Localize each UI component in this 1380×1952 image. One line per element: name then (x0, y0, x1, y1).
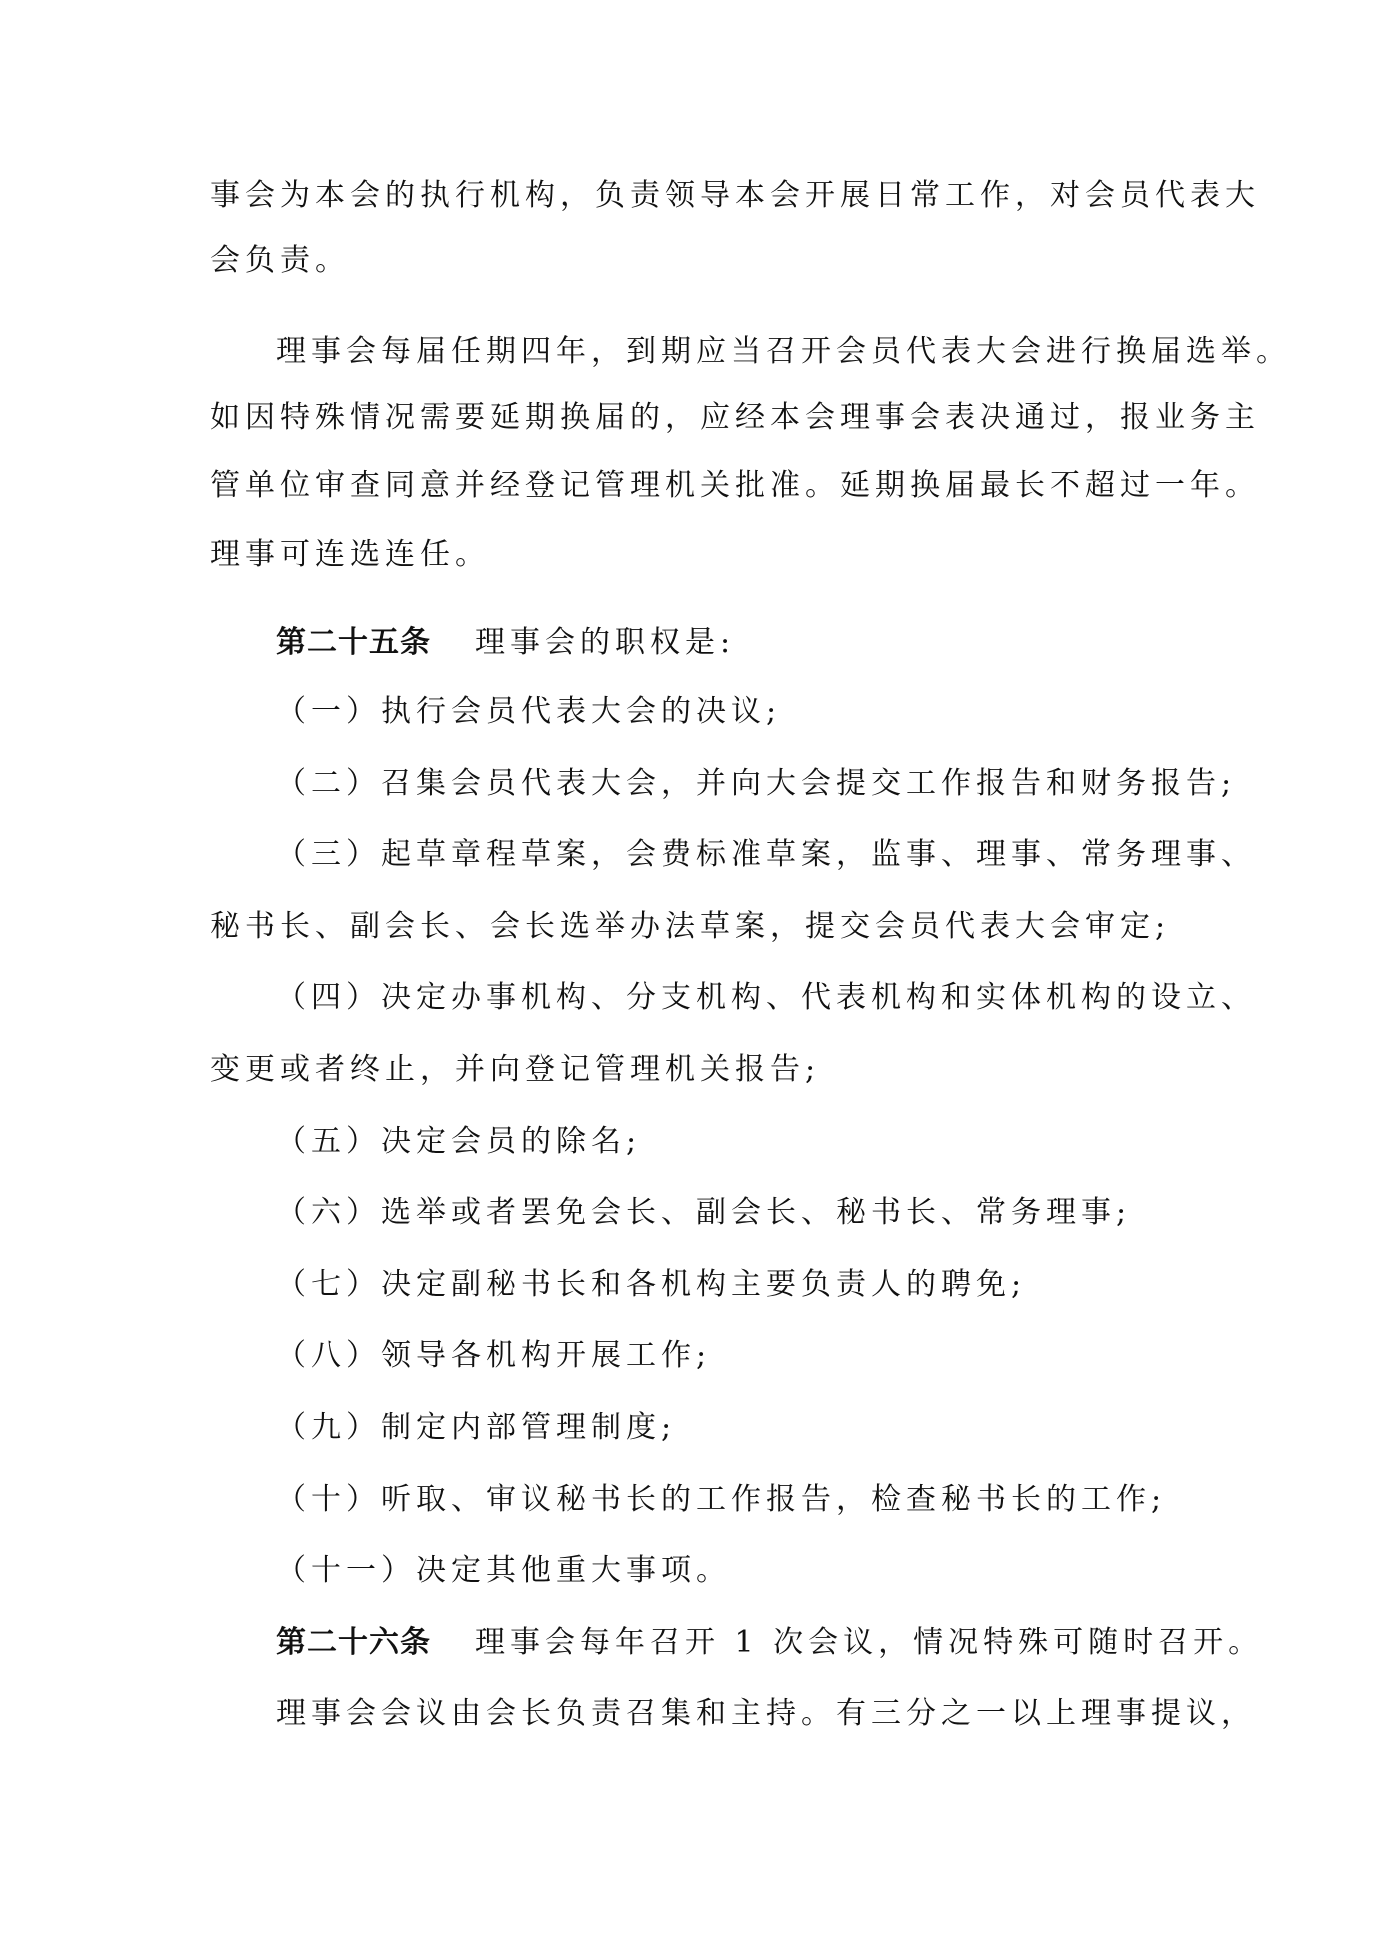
list-item: （六）选举或者罢免会长、副会长、秘书长、常务理事; (276, 1195, 1132, 1230)
list-item: （八）领导各机构开展工作; (276, 1338, 712, 1373)
list-item-continuation: 变更或者终止，并向登记管理机关报告; (210, 1052, 821, 1087)
list-item: （七）决定副秘书长和各机构主要负责人的聘免; (276, 1267, 1027, 1302)
paragraph-line: 理事可连选连任。 (210, 537, 490, 572)
list-item-continuation: 秘书长、副会长、会长选举办法草案，提交会员代表大会审定; (210, 909, 1171, 944)
paragraph-line: 事会为本会的执行机构，负责领导本会开展日常工作，对会员代表大 (210, 178, 1260, 213)
article-text: 理事会的职权是: (475, 625, 736, 660)
paragraph-line: 理事会每届任期四年，到期应当召开会员代表大会进行换届选举。 (276, 334, 1291, 369)
article-text: 理事会每年召开 1 次会议，情况特殊可随时召开。 (475, 1625, 1264, 1660)
paragraph-line: 如因特殊情况需要延期换届的，应经本会理事会表决通过，报业务主 (210, 400, 1260, 435)
list-item: （五）决定会员的除名; (276, 1124, 642, 1159)
list-item: （四）决定办事机构、分支机构、代表机构和实体机构的设立、 (276, 980, 1256, 1015)
list-item: （三）起草章程草案，会费标准草案，监事、理事、常务理事、 (276, 837, 1256, 872)
paragraph-line: 会负责。 (210, 243, 350, 278)
article-title: 第二十六条 (276, 1625, 431, 1660)
list-item: （一）执行会员代表大会的决议; (276, 694, 782, 729)
article-25-heading (276, 623, 1276, 663)
paragraph-line: 管单位审查同意并经登记管理机关批准。延期换届最长不超过一年。 (210, 468, 1260, 503)
list-item: （十一）决定其他重大事项。 (276, 1553, 731, 1588)
article-title: 第二十五条 (276, 625, 431, 660)
list-item: （九）制定内部管理制度; (276, 1410, 677, 1445)
list-item: （十）听取、审议秘书长的工作报告，检查秘书长的工作; (276, 1482, 1167, 1517)
article-26-heading (276, 1623, 1276, 1663)
list-item: （二）召集会员代表大会，并向大会提交工作报告和财务报告; (276, 766, 1237, 801)
paragraph-line: 理事会会议由会长负责召集和主持。有三分之一以上理事提议， (276, 1696, 1256, 1731)
